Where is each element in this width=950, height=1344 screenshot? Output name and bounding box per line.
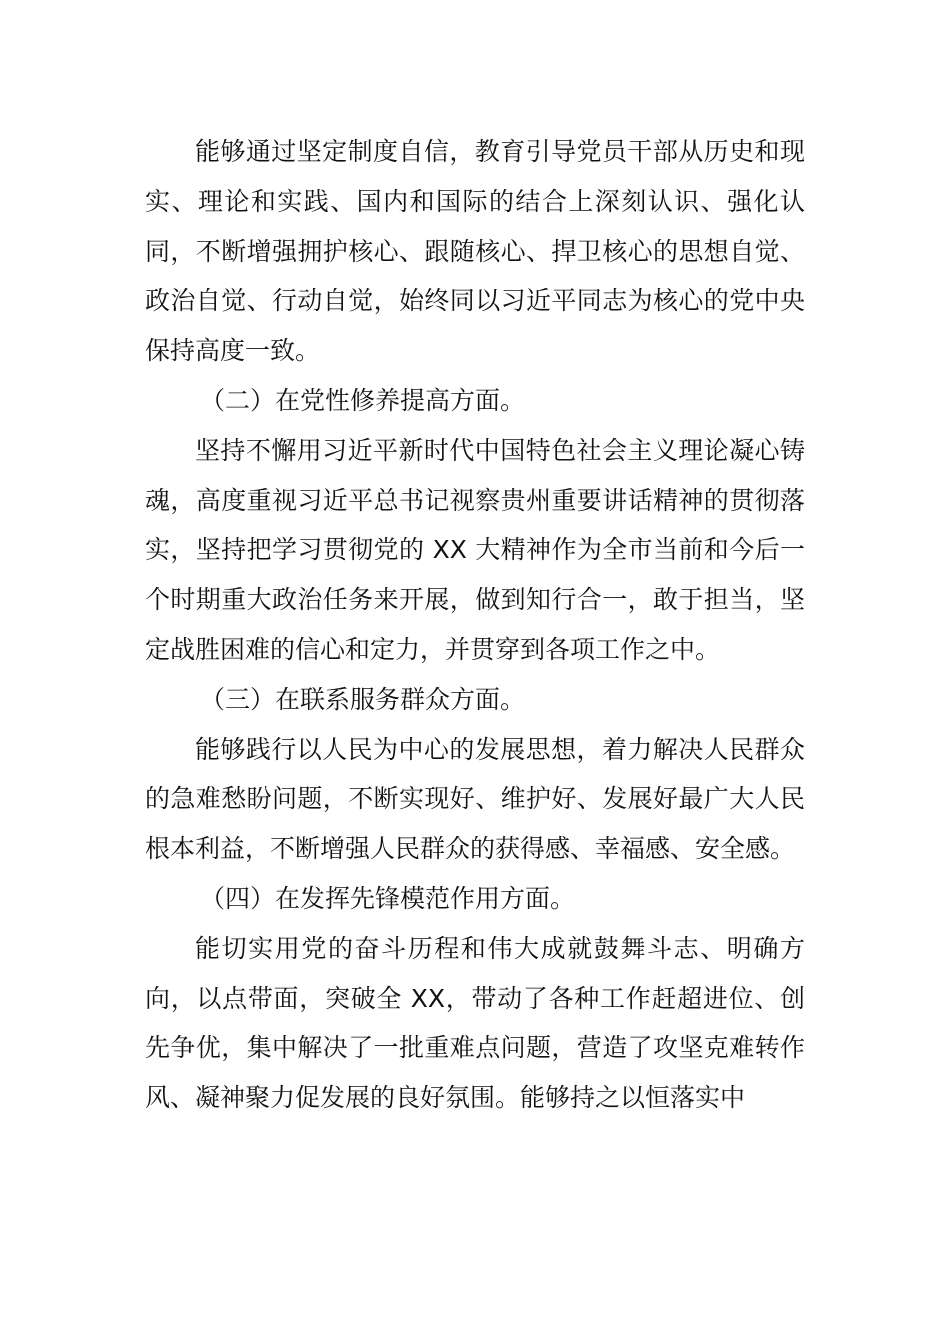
paragraph-vanguard-role: 能切实用党的奋斗历程和伟大成就鼓舞斗志、明确方向，以点带面，突破全 XX，带动了各种工作赶超进位、创先争优，集中解决了一批重难点问题，营造了攻坚克难转作风、凝神聚力促发展的良好氛围。能够持之以恒落实中 (145, 933, 805, 1113)
section-heading-party-spirit: （二）在党性修养提高方面。 (200, 385, 526, 415)
paragraph-serving-masses: 能够践行以人民为中心的发展思想，着力解决人民群众的急难愁盼问题，不断实现好、维护好、发展好最广大人民根本利益，不断增强人民群众的获得感、幸福感、安全感。 (145, 734, 805, 864)
section-heading-serving-masses: （三）在联系服务群众方面。 (200, 684, 526, 714)
paragraph-core-loyalty: 能够通过坚定制度自信，教育引导党员干部从历史和现实、理论和实践、国内和国际的结合上深刻认识、强化认同，不断增强拥护核心、跟随核心、捍卫核心的思想自觉、政治自觉、行动自觉，始终同以习近平同志为核心的党中央保持高度一致。 (145, 137, 805, 366)
section-heading-vanguard-role: （四）在发挥先锋模范作用方面。 (200, 883, 576, 913)
paragraph-party-spirit: 坚持不懈用习近平新时代中国特色社会主义理论凝心铸魂，高度重视习近平总书记视察贵州重要讲话精神的贯彻落实，坚持把学习贯彻党的 XX 大精神作为全市当前和今后一个时期重大政治任务来开展，做到知行合一，敢于担当，坚定战胜困难的信心和定力，并贯穿到各项工作之中。 (145, 435, 805, 664)
document-body (145, 127, 805, 1123)
